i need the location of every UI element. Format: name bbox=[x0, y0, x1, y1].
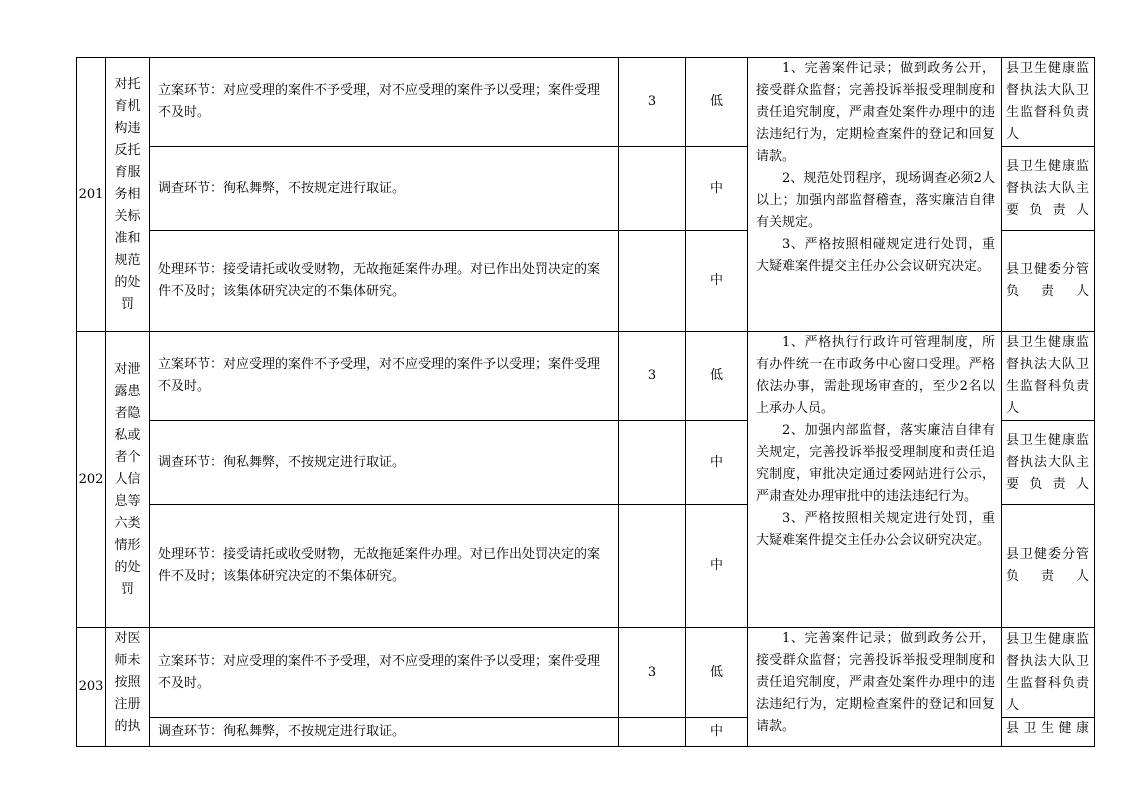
stage-score: 3 bbox=[619, 628, 686, 718]
stage-description: 立案环节：对应受理的案件不予受理，对不应受理的案件予以受理；案件受理不及时。 bbox=[150, 332, 619, 421]
measure-item: 1、完善案件记录；做到政务公开，接受群众监督；完善投诉举报受理制度和责任追究制度，严肃查处案件办理中的违法违纪行为，定期检查案件的登记和回复请款。 bbox=[756, 61, 995, 164]
item-number: 203 bbox=[77, 628, 106, 747]
item-number: 201 bbox=[77, 58, 106, 332]
stage-description: 立案环节：对应受理的案件不予受理，对不应受理的案件予以受理；案件受理不及时。 bbox=[150, 58, 619, 147]
measure-item: 2、加强内部监督，落实廉洁自律有关规定，完善投诉举报受理制度和责任追究制度，审批决定通过委网站进行公示，严肃查处办理审批中的违法违纪行为。 bbox=[756, 423, 995, 504]
control-measures bbox=[748, 628, 1002, 747]
risk-level: 中 bbox=[686, 718, 748, 747]
risk-control-table bbox=[76, 57, 1095, 747]
stage-score bbox=[619, 421, 686, 505]
table-row bbox=[77, 58, 1095, 147]
responsible-person: 县卫健委分管负责人 bbox=[1002, 231, 1095, 332]
control-measures bbox=[748, 58, 1002, 332]
stage-description: 处理环节：接受请托或收受财物，无故拖延案件办理。对已作出处罚决定的案件不及时；该集体研究决定的不集体研究。 bbox=[150, 231, 619, 332]
stage-description: 调查环节：徇私舞弊，不按规定进行取证。 bbox=[150, 718, 619, 747]
responsible-person: 县卫生健康监督执法大队主要负责人 bbox=[1002, 147, 1095, 231]
measure-item: 3、严格按照相关规定进行处罚，重大疑难案件提交主任办公会议研究决定。 bbox=[756, 511, 995, 548]
item-number: 202 bbox=[77, 332, 106, 628]
risk-level: 低 bbox=[686, 332, 748, 421]
table-row bbox=[77, 628, 1095, 718]
risk-level: 中 bbox=[686, 231, 748, 332]
risk-level: 低 bbox=[686, 58, 748, 147]
responsible-person: 县卫生健康监督执法大队主要负责人 bbox=[1002, 421, 1095, 505]
responsible-person: 县卫生健康监督执法大队卫生监督科负责人 bbox=[1002, 58, 1095, 147]
measure-item: 1、严格执行行政许可管理制度，所有办件统一在市政务中心窗口受理。严格依法办事，需赴现场审查的，至少2名以上承办人员。 bbox=[756, 335, 995, 416]
item-name: 对医师未按照注册的执 bbox=[106, 628, 150, 747]
stage-score bbox=[619, 147, 686, 231]
measure-item: 1、完善案件记录；做到政务公开，接受群众监督；完善投诉举报受理制度和责任追究制度，严肃查处案件办理中的违法违纪行为，定期检查案件的登记和回复请款。 bbox=[756, 631, 995, 734]
responsible-person: 县卫健委分管负责人 bbox=[1002, 505, 1095, 628]
risk-level: 中 bbox=[686, 147, 748, 231]
stage-score bbox=[619, 718, 686, 747]
responsible-person: 县卫生健康监督执法大队卫生监督科负责人 bbox=[1002, 332, 1095, 421]
control-measures bbox=[748, 332, 1002, 628]
table-row bbox=[77, 332, 1095, 421]
item-name: 对泄露患者隐私或者个人信息等六类情形的处罚 bbox=[106, 332, 150, 628]
stage-score bbox=[619, 231, 686, 332]
stage-description: 调查环节：徇私舞弊，不按规定进行取证。 bbox=[150, 421, 619, 505]
responsible-person: 县卫生健康 bbox=[1002, 718, 1095, 747]
risk-level: 低 bbox=[686, 628, 748, 718]
item-name: 对托育机构违反托育服务相关标准和规范的处罚 bbox=[106, 58, 150, 332]
stage-description: 处理环节：接受请托或收受财物，无故拖延案件办理。对已作出处罚决定的案件不及时；该集体研究决定的不集体研究。 bbox=[150, 505, 619, 628]
risk-level: 中 bbox=[686, 421, 748, 505]
stage-score: 3 bbox=[619, 58, 686, 147]
measure-item: 2、规范处罚程序，现场调查必须2人以上；加强内部监督稽查，落实廉洁自律有关规定。 bbox=[756, 171, 995, 230]
measure-item: 3、严格按照相碰规定进行处罚，重大疑难案件提交主任办公会议研究决定。 bbox=[756, 237, 995, 274]
stage-description: 调查环节：徇私舞弊，不按规定进行取证。 bbox=[150, 147, 619, 231]
risk-level: 中 bbox=[686, 505, 748, 628]
stage-description: 立案环节：对应受理的案件不予受理，对不应受理的案件予以受理；案件受理不及时。 bbox=[150, 628, 619, 718]
responsible-person: 县卫生健康监督执法大队卫生监督科负责人 bbox=[1002, 628, 1095, 718]
stage-score bbox=[619, 505, 686, 628]
stage-score: 3 bbox=[619, 332, 686, 421]
